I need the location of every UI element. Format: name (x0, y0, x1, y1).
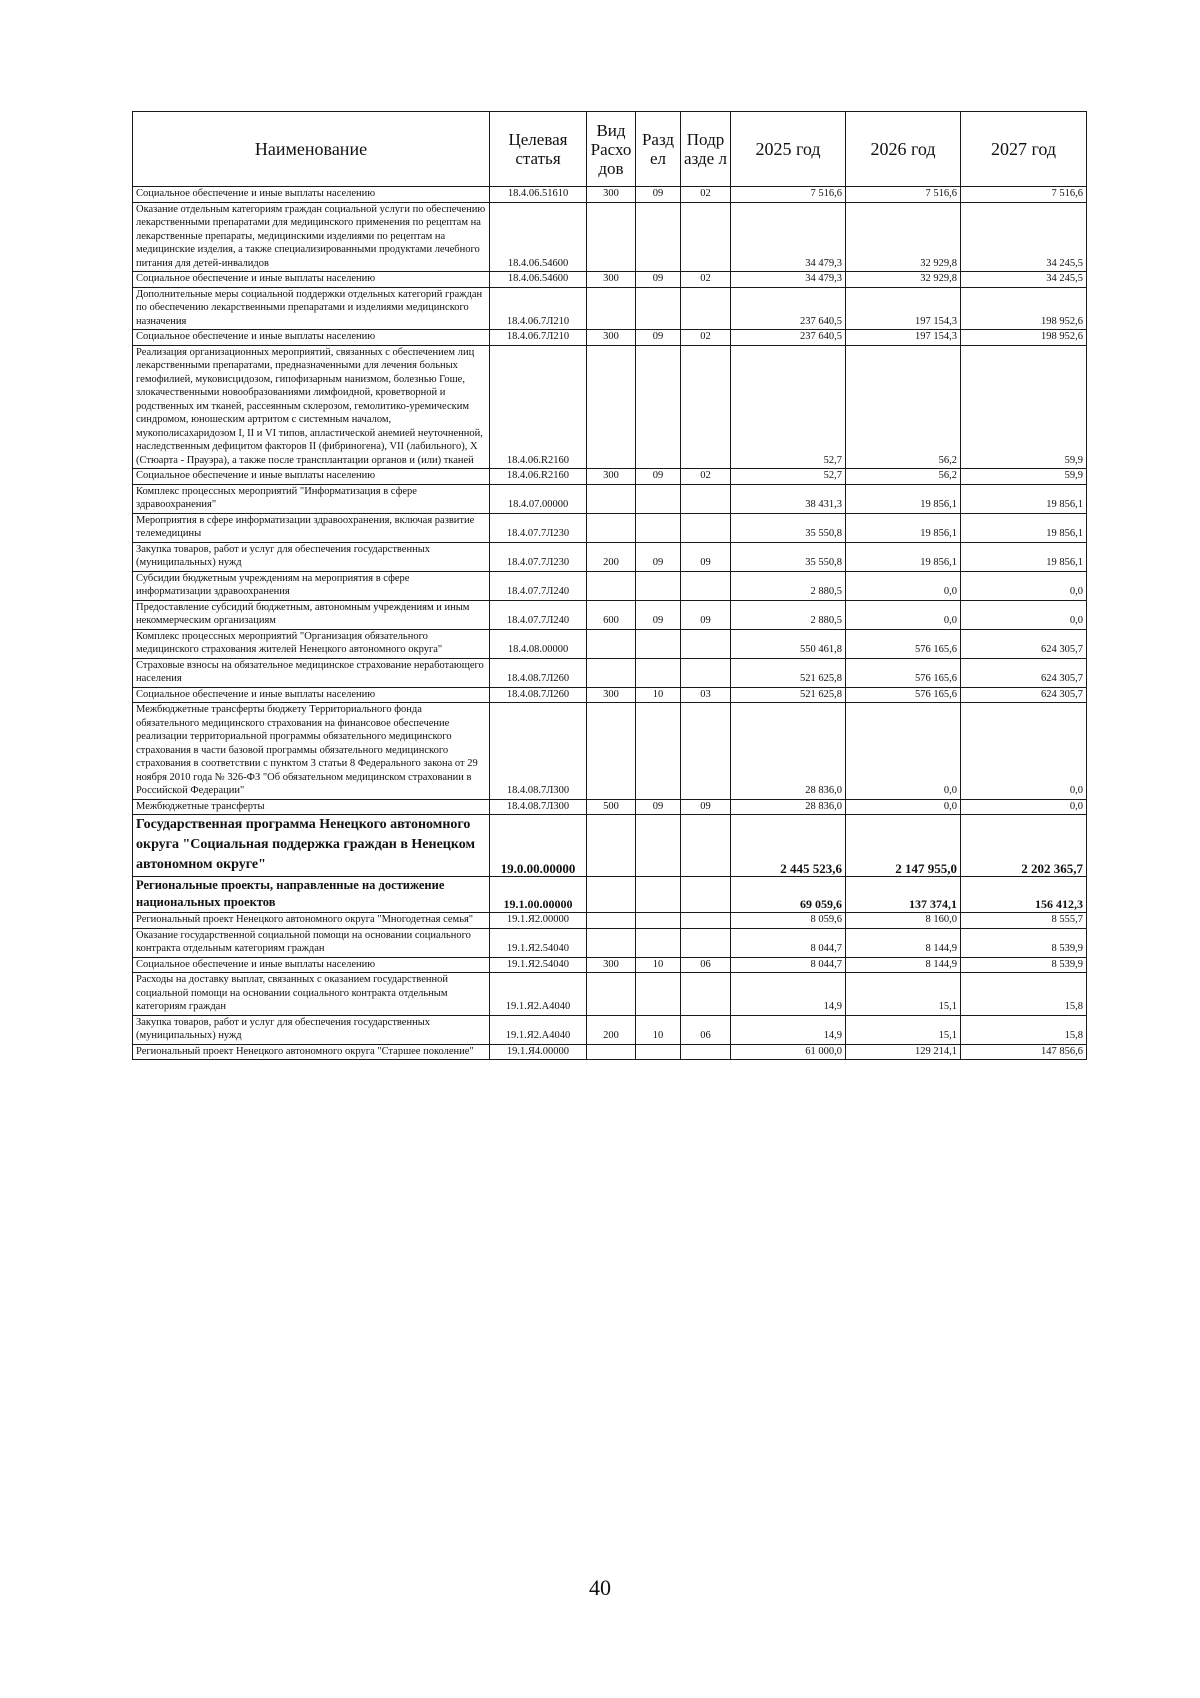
row-target-article: 18.4.06.51610 (490, 187, 587, 203)
row-expense-type (587, 658, 636, 687)
row-value-2025: 38 431,3 (731, 484, 846, 513)
row-value-2026: 56,2 (846, 469, 961, 485)
row-name: Социальное обеспечение и иные выплаты населению (133, 687, 490, 703)
row-subsection: 09 (681, 799, 731, 815)
row-expense-type: 200 (587, 542, 636, 571)
row-section (636, 658, 681, 687)
row-value-2027: 15,8 (961, 973, 1087, 1016)
table-row (133, 913, 1087, 929)
row-value-2025: 2 880,5 (731, 571, 846, 600)
row-target-article: 18.4.07.7Л230 (490, 513, 587, 542)
row-target-article: 18.4.06.54600 (490, 272, 587, 288)
row-target-article: 19.1.Я2.00000 (490, 913, 587, 929)
row-value-2026: 2 147 955,0 (846, 815, 961, 877)
row-expense-type: 300 (587, 469, 636, 485)
table-row (133, 1044, 1087, 1060)
row-expense-type (587, 877, 636, 913)
table-row (133, 571, 1087, 600)
row-expense-type: 300 (587, 957, 636, 973)
table-row (133, 484, 1087, 513)
row-section (636, 1044, 681, 1060)
row-value-2025: 28 836,0 (731, 799, 846, 815)
row-section (636, 202, 681, 272)
table-row (133, 658, 1087, 687)
row-value-2026: 0,0 (846, 703, 961, 800)
row-section (636, 928, 681, 957)
row-target-article: 18.4.07.7Л230 (490, 542, 587, 571)
row-expense-type (587, 513, 636, 542)
table-row (133, 272, 1087, 288)
row-value-2026: 0,0 (846, 600, 961, 629)
row-value-2027: 156 412,3 (961, 877, 1087, 913)
row-value-2025: 2 880,5 (731, 600, 846, 629)
row-subsection (681, 202, 731, 272)
table-row (133, 928, 1087, 957)
row-value-2026: 137 374,1 (846, 877, 961, 913)
row-expense-type (587, 703, 636, 800)
row-target-article: 18.4.06.R2160 (490, 345, 587, 469)
row-value-2026: 197 154,3 (846, 330, 961, 346)
row-section (636, 513, 681, 542)
row-subsection (681, 1044, 731, 1060)
header-name: Наименование (133, 112, 490, 187)
row-expense-type (587, 913, 636, 929)
row-target-article: 18.4.06.7Л210 (490, 330, 587, 346)
row-subsection (681, 484, 731, 513)
row-value-2026: 32 929,8 (846, 202, 961, 272)
row-target-article: 19.1.Я2.54040 (490, 928, 587, 957)
row-value-2026: 19 856,1 (846, 542, 961, 571)
row-value-2025: 69 059,6 (731, 877, 846, 913)
header-2026: 2026 год (846, 112, 961, 187)
header-subsection: Подр азде л (681, 112, 731, 187)
table-row (133, 202, 1087, 272)
row-subsection: 09 (681, 542, 731, 571)
row-expense-type: 600 (587, 600, 636, 629)
row-name: Региональные проекты, направленные на достижение национальных проектов (133, 877, 490, 913)
row-name: Комплекс процессных мероприятий "Организация обязательного медицинского страхования жителей Ненецкого автономного округа" (133, 629, 490, 658)
table-body (133, 187, 1087, 1060)
row-target-article: 19.1.Я2.А4040 (490, 1015, 587, 1044)
row-value-2027: 0,0 (961, 571, 1087, 600)
row-name: Оказание отдельным категориям граждан социальной услуги по обеспечению лекарственными препаратами для медицинского применения по рецептам на лекарственные препараты, медицинскими изделиями по рецептам на медицинские изделия, а также специализированными продуктами лечебного питания для детей-инвалидов (133, 202, 490, 272)
table-header-row (133, 112, 1087, 187)
row-value-2026: 32 929,8 (846, 272, 961, 288)
row-name: Социальное обеспечение и иные выплаты населению (133, 187, 490, 203)
row-target-article: 18.4.08.7Л300 (490, 703, 587, 800)
row-section: 10 (636, 1015, 681, 1044)
row-value-2027: 624 305,7 (961, 687, 1087, 703)
row-value-2027: 59,9 (961, 469, 1087, 485)
row-subsection: 02 (681, 272, 731, 288)
row-expense-type: 300 (587, 330, 636, 346)
row-name: Межбюджетные трансферты бюджету Территориального фонда обязательного медицинского страхования на финансовое обеспечение реализации территориальной программы обязательного медицинского страхования в части базовой программы обязательного медицинского страхования в соответствии с пунктом 3 статьи 8 Федерального закона от 29 ноября 2010 года № 326-ФЗ "Об обязательном медицинском страховании в Российской Федерации" (133, 703, 490, 800)
row-value-2026: 576 165,6 (846, 629, 961, 658)
row-section (636, 913, 681, 929)
row-expense-type (587, 928, 636, 957)
table-row (133, 187, 1087, 203)
row-subsection (681, 658, 731, 687)
row-value-2027: 624 305,7 (961, 658, 1087, 687)
row-target-article: 18.4.07.00000 (490, 484, 587, 513)
row-subsection: 02 (681, 187, 731, 203)
row-value-2025: 35 550,8 (731, 542, 846, 571)
row-value-2025: 35 550,8 (731, 513, 846, 542)
row-expense-type: 300 (587, 687, 636, 703)
row-section (636, 815, 681, 877)
table-row (133, 687, 1087, 703)
header-article: Целевая статья (490, 112, 587, 187)
row-target-article: 18.4.07.7Л240 (490, 571, 587, 600)
row-value-2026: 8 160,0 (846, 913, 961, 929)
table-row (133, 799, 1087, 815)
row-value-2025: 14,9 (731, 1015, 846, 1044)
table-row (133, 1015, 1087, 1044)
row-section (636, 287, 681, 330)
row-value-2025: 2 445 523,6 (731, 815, 846, 877)
header-2027: 2027 год (961, 112, 1087, 187)
row-value-2026: 0,0 (846, 571, 961, 600)
budget-table (132, 111, 1087, 1060)
row-section (636, 629, 681, 658)
table-row (133, 600, 1087, 629)
row-target-article: 18.4.06.7Л210 (490, 287, 587, 330)
row-section (636, 571, 681, 600)
row-value-2027: 2 202 365,7 (961, 815, 1087, 877)
row-section (636, 877, 681, 913)
row-name: Страховые взносы на обязательное медицинское страхование неработающего населения (133, 658, 490, 687)
row-name: Расходы на доставку выплат, связанных с оказанием государственной социальной помощи на основании социального контракта отдельным категориям граждан (133, 973, 490, 1016)
row-value-2027: 15,8 (961, 1015, 1087, 1044)
row-section (636, 703, 681, 800)
row-value-2026: 15,1 (846, 1015, 961, 1044)
row-name: Дополнительные меры социальной поддержки отдельных категорий граждан по обеспечению лекарственными препаратами и изделиями медицинского назначения (133, 287, 490, 330)
row-value-2025: 7 516,6 (731, 187, 846, 203)
row-section: 09 (636, 187, 681, 203)
row-target-article: 18.4.08.00000 (490, 629, 587, 658)
table-row (133, 973, 1087, 1016)
row-value-2026: 0,0 (846, 799, 961, 815)
row-value-2025: 8 044,7 (731, 957, 846, 973)
row-expense-type (587, 345, 636, 469)
row-value-2025: 28 836,0 (731, 703, 846, 800)
row-expense-type (587, 973, 636, 1016)
row-subsection (681, 571, 731, 600)
row-value-2027: 0,0 (961, 703, 1087, 800)
row-target-article: 19.1.Я4.00000 (490, 1044, 587, 1060)
row-section: 09 (636, 330, 681, 346)
header-expense-type: Вид Расхо дов (587, 112, 636, 187)
row-value-2027: 147 856,6 (961, 1044, 1087, 1060)
table-row (133, 542, 1087, 571)
row-subsection: 02 (681, 330, 731, 346)
row-name: Региональный проект Ненецкого автономного округа "Старшее поколение" (133, 1044, 490, 1060)
row-expense-type (587, 202, 636, 272)
row-subsection (681, 913, 731, 929)
row-subsection: 09 (681, 600, 731, 629)
row-target-article: 18.4.07.7Л240 (490, 600, 587, 629)
row-section: 09 (636, 469, 681, 485)
table-row (133, 469, 1087, 485)
table-row (133, 330, 1087, 346)
row-value-2027: 8 555,7 (961, 913, 1087, 929)
row-value-2025: 61 000,0 (731, 1044, 846, 1060)
row-section: 09 (636, 799, 681, 815)
row-value-2027: 8 539,9 (961, 957, 1087, 973)
row-name: Оказание государственной социальной помощи на основании социального контракта отдельным категориям граждан (133, 928, 490, 957)
row-value-2025: 14,9 (731, 973, 846, 1016)
row-target-article: 19.1.Я2.А4040 (490, 973, 587, 1016)
row-value-2026: 576 165,6 (846, 658, 961, 687)
row-expense-type (587, 571, 636, 600)
row-target-article: 19.1.Я2.54040 (490, 957, 587, 973)
row-name: Социальное обеспечение и иные выплаты населению (133, 957, 490, 973)
row-value-2025: 52,7 (731, 345, 846, 469)
table-row (133, 815, 1087, 877)
table-row (133, 513, 1087, 542)
row-subsection (681, 513, 731, 542)
row-expense-type: 200 (587, 1015, 636, 1044)
row-name: Социальное обеспечение и иные выплаты населению (133, 330, 490, 346)
row-value-2027: 624 305,7 (961, 629, 1087, 658)
table-row (133, 703, 1087, 800)
row-value-2027: 19 856,1 (961, 484, 1087, 513)
row-target-article: 18.4.08.7Л260 (490, 687, 587, 703)
row-name: Мероприятия в сфере информатизации здравоохранения, включая развитие телемедицины (133, 513, 490, 542)
row-value-2026: 129 214,1 (846, 1044, 961, 1060)
row-expense-type: 300 (587, 272, 636, 288)
row-name: Межбюджетные трансферты (133, 799, 490, 815)
header-2025: 2025 год (731, 112, 846, 187)
row-value-2027: 198 952,6 (961, 330, 1087, 346)
row-value-2025: 521 625,8 (731, 658, 846, 687)
row-target-article: 18.4.06.R2160 (490, 469, 587, 485)
row-value-2027: 198 952,6 (961, 287, 1087, 330)
row-value-2025: 521 625,8 (731, 687, 846, 703)
row-value-2026: 8 144,9 (846, 928, 961, 957)
table-row (133, 287, 1087, 330)
row-subsection (681, 703, 731, 800)
row-value-2027: 8 539,9 (961, 928, 1087, 957)
row-target-article: 19.1.00.00000 (490, 877, 587, 913)
row-value-2027: 0,0 (961, 600, 1087, 629)
row-value-2025: 34 479,3 (731, 202, 846, 272)
row-name: Закупка товаров, работ и услуг для обеспечения государственных (муниципальных) нужд (133, 542, 490, 571)
row-section: 09 (636, 600, 681, 629)
page-number: 40 (589, 1575, 611, 1600)
row-value-2026: 197 154,3 (846, 287, 961, 330)
row-value-2027: 19 856,1 (961, 542, 1087, 571)
row-value-2026: 8 144,9 (846, 957, 961, 973)
row-section: 09 (636, 542, 681, 571)
row-value-2026: 19 856,1 (846, 513, 961, 542)
row-value-2025: 34 479,3 (731, 272, 846, 288)
row-target-article: 18.4.08.7Л300 (490, 799, 587, 815)
row-target-article: 18.4.08.7Л260 (490, 658, 587, 687)
table-row (133, 345, 1087, 469)
row-section (636, 345, 681, 469)
table-row (133, 629, 1087, 658)
row-subsection: 06 (681, 957, 731, 973)
row-value-2027: 59,9 (961, 345, 1087, 469)
row-value-2025: 237 640,5 (731, 330, 846, 346)
row-section: 10 (636, 687, 681, 703)
row-value-2027: 34 245,5 (961, 272, 1087, 288)
row-subsection (681, 287, 731, 330)
row-expense-type: 500 (587, 799, 636, 815)
row-name: Комплекс процессных мероприятий "Информатизация в сфере здравоохранения" (133, 484, 490, 513)
row-name: Социальное обеспечение и иные выплаты населению (133, 469, 490, 485)
row-subsection (681, 928, 731, 957)
row-value-2027: 7 516,6 (961, 187, 1087, 203)
row-subsection: 02 (681, 469, 731, 485)
row-value-2025: 237 640,5 (731, 287, 846, 330)
row-value-2025: 8 059,6 (731, 913, 846, 929)
row-expense-type (587, 484, 636, 513)
row-name: Государственная программа Ненецкого автономного округа "Социальная поддержка граждан в Ненецком автономном округе" (133, 815, 490, 877)
row-subsection: 03 (681, 687, 731, 703)
row-subsection (681, 815, 731, 877)
row-section: 10 (636, 957, 681, 973)
row-value-2025: 8 044,7 (731, 928, 846, 957)
row-name: Реализация организационных мероприятий, связанных с обеспечением лиц лекарственными препаратами, предназначенными для лечения больных гемофилией, муковисцидозом, гипофизарным нанизмом, болезнью Гоше, злокачественными новообразованиями лимфоидной, кроветворной и родственных им тканей, рассеянным склерозом, гемолитико-уремическим синдромом, юношеским артритом с системным началом, мукополисахаридозом I, II и VI типов, апластической анемией неуточненной, наследственным дефицитом факторов II (фибриногена), VII (лабильного), X (Стюарта - Прауэра), а также после трансплантации органов и (или) тканей (133, 345, 490, 469)
row-target-article: 18.4.06.54600 (490, 202, 587, 272)
row-name: Предоставление субсидий бюджетным, автономным учреждениям и иным некоммерческим организациям (133, 600, 490, 629)
row-subsection (681, 877, 731, 913)
row-value-2026: 15,1 (846, 973, 961, 1016)
row-subsection (681, 973, 731, 1016)
row-expense-type (587, 815, 636, 877)
row-expense-type (587, 1044, 636, 1060)
row-name: Закупка товаров, работ и услуг для обеспечения государственных (муниципальных) нужд (133, 1015, 490, 1044)
row-expense-type (587, 629, 636, 658)
row-target-article: 19.0.00.00000 (490, 815, 587, 877)
row-expense-type (587, 287, 636, 330)
row-value-2025: 550 461,8 (731, 629, 846, 658)
row-name: Субсидии бюджетным учреждениям на мероприятия в сфере информатизации здравоохранения (133, 571, 490, 600)
row-name: Социальное обеспечение и иные выплаты населению (133, 272, 490, 288)
row-value-2027: 0,0 (961, 799, 1087, 815)
row-value-2027: 19 856,1 (961, 513, 1087, 542)
row-value-2025: 52,7 (731, 469, 846, 485)
table-row (133, 877, 1087, 913)
row-subsection (681, 345, 731, 469)
table-row (133, 957, 1087, 973)
row-value-2026: 56,2 (846, 345, 961, 469)
header-section: Разд ел (636, 112, 681, 187)
row-subsection: 06 (681, 1015, 731, 1044)
row-section (636, 973, 681, 1016)
row-expense-type: 300 (587, 187, 636, 203)
row-value-2026: 576 165,6 (846, 687, 961, 703)
row-value-2026: 7 516,6 (846, 187, 961, 203)
row-subsection (681, 629, 731, 658)
row-value-2027: 34 245,5 (961, 202, 1087, 272)
row-section (636, 484, 681, 513)
row-name: Региональный проект Ненецкого автономного округа "Многодетная семья" (133, 913, 490, 929)
row-section: 09 (636, 272, 681, 288)
row-value-2026: 19 856,1 (846, 484, 961, 513)
